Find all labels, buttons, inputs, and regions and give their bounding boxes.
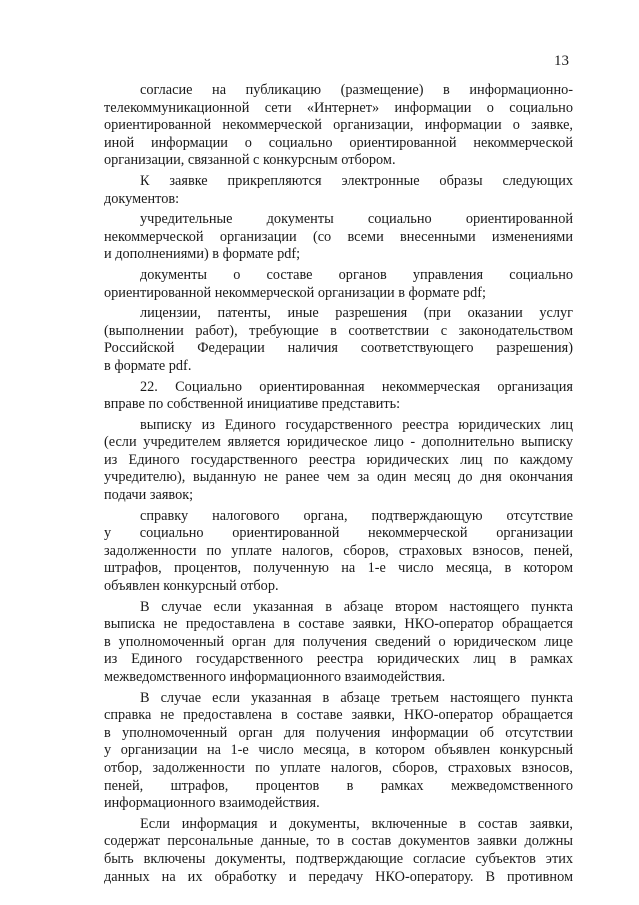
text-line: В случае если указанная в абзаце третьем настоящего пункта xyxy=(140,689,573,706)
paragraph-governing-bodies-documents xyxy=(104,267,573,302)
paragraph-consent-publication xyxy=(104,82,573,170)
text-line: в формате pdf. xyxy=(104,357,192,374)
text-line: вправе по собственной инициативе представить: xyxy=(104,396,401,413)
text-line: (выполнении работ), требующие в соответствии с законодательством xyxy=(104,322,573,339)
document-body xyxy=(104,82,573,886)
text-line: 22. Социально ориентированная некоммерческая организация xyxy=(140,378,573,395)
text-line: справку налогового органа, подтверждающую отсутствие xyxy=(140,507,573,524)
text-line: (если учредителем является юридическое лицо - дополнительно выписку xyxy=(104,434,573,451)
text-line: из Единого государственного реестра юридических лиц в рамках xyxy=(104,651,573,668)
text-line: организации, связанной с конкурсным отбором. xyxy=(104,152,396,169)
paragraph-personal-data xyxy=(104,816,573,886)
paragraph-licenses-patents xyxy=(104,305,573,375)
text-line: ориентированной некоммерческой организации в формате pdf; xyxy=(104,284,487,301)
paragraph-founding-documents xyxy=(104,211,573,264)
text-line: информационного взаимодействия. xyxy=(104,795,320,812)
text-line: документов: xyxy=(104,190,180,207)
text-line: подачи заявок; xyxy=(104,487,194,504)
text-line: Российской Федерации наличия соответствующего разрешения) xyxy=(104,340,573,357)
paragraph-registry-extract xyxy=(104,417,573,505)
text-line: некоммерческой организации (со всеми внесенными изменениями xyxy=(104,228,573,245)
text-line: В случае если указанная в абзаце втором настоящего пункта xyxy=(140,598,573,615)
text-line: отбор, задолженности по уплате налогов, сборов, страховых взносов, xyxy=(104,759,573,776)
text-line: документы о составе органов управления социально xyxy=(140,266,573,283)
text-line: ориентированной некоммерческой организации, информации о заявке, xyxy=(104,117,573,134)
text-line: межведомственного информационного взаимодействия. xyxy=(104,669,446,685)
text-line: из Единого государственного реестра юридических лиц по каждому xyxy=(104,451,573,468)
text-line: телекоммуникационной сети «Интернет» информации о социально xyxy=(104,99,573,116)
text-line: учредительные документы социально ориентированной xyxy=(140,211,573,228)
text-line: К заявке прикрепляются электронные образы следующих xyxy=(140,172,573,189)
text-line: объявлен конкурсный отбор. xyxy=(104,578,279,595)
text-line: данных на их обработку и передачу НКО-оператору. В противном xyxy=(104,868,573,885)
text-line: содержат персональные данные, то в состав документов заявки должны xyxy=(104,833,573,850)
paragraph-case-extract-not-provided xyxy=(104,599,573,687)
text-line: у организации на 1-е число месяца, в котором объявлен конкурсный xyxy=(104,742,573,759)
text-line: выписка не предоставлена в составе заявки, НКО-оператор обращается xyxy=(104,616,573,633)
text-line: штрафов, процентов, полученную на 1-е число месяца, в котором xyxy=(104,560,573,577)
text-line: в уполномоченный орган для получения информации об отсутствии xyxy=(104,724,573,741)
paragraph-case-certificate-not-provided xyxy=(104,690,573,813)
text-line: в уполномоченный орган для получения сведений о юридическом лице xyxy=(104,633,573,650)
text-line: задолженности по уплате налогов, сборов, страховых взносов, пеней, xyxy=(104,542,573,559)
text-line: иной информации о социально ориентированной некоммерческой xyxy=(104,134,573,151)
text-line: у социально ориентированной некоммерческой организации xyxy=(104,525,573,542)
paragraph-tax-certificate xyxy=(104,508,573,596)
text-line: учредителю), выданную не ранее чем за один месяц до дня окончания xyxy=(104,469,573,486)
text-line: выписку из Единого государственного реестра юридических лиц xyxy=(140,416,573,433)
text-line: и дополнениями) в формате pdf; xyxy=(104,246,301,263)
paragraph-attached-documents-intro xyxy=(104,173,573,208)
text-line: справка не предоставлена в составе заявки, НКО-оператор обращается xyxy=(104,707,573,724)
paragraph-clause-22 xyxy=(104,379,573,414)
text-line: согласие на публикацию (размещение) в информационно- xyxy=(140,82,573,98)
page-number: 13 xyxy=(554,53,569,69)
text-line: Если информация и документы, включенные в состав заявки, xyxy=(140,815,573,832)
text-line: быть включены документы, подтверждающие согласие субъектов этих xyxy=(104,850,573,867)
text-line: пеней, штрафов, процентов в рамках межведомственного xyxy=(104,777,573,794)
text-line: лицензии, патенты, иные разрешения (при оказании услуг xyxy=(140,305,573,322)
